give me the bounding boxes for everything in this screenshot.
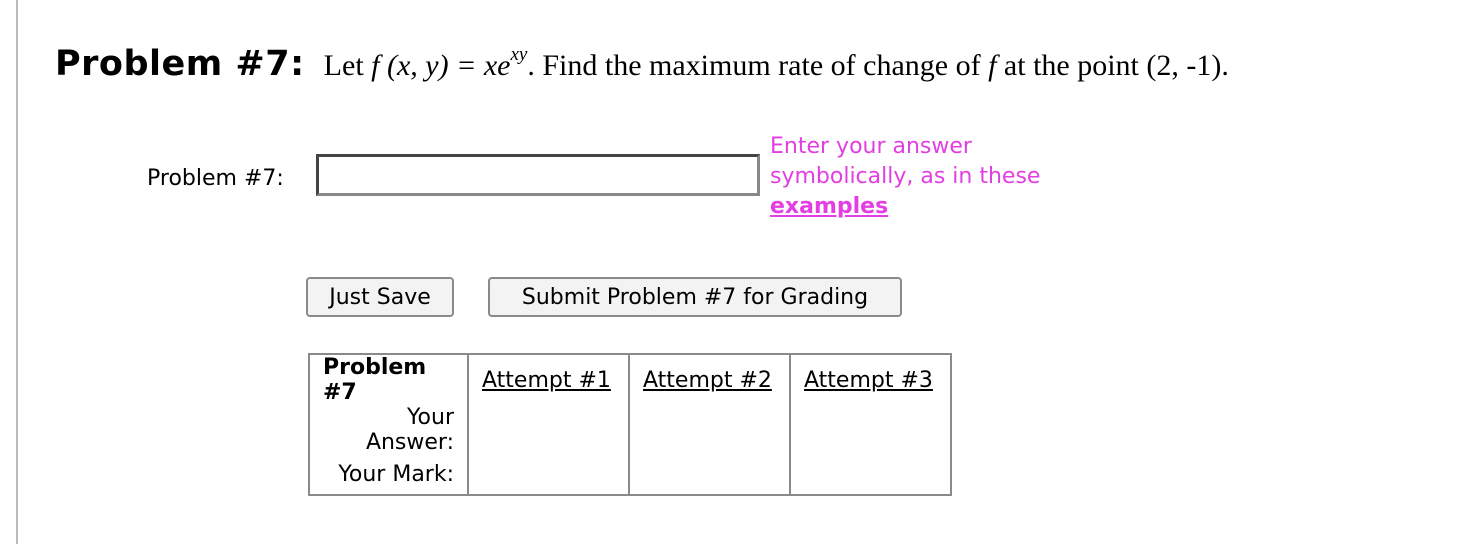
attempts-table-title: Problem #7 <box>323 355 427 405</box>
attempt-1-mark-cell <box>468 455 629 495</box>
answer-hint <box>770 132 1040 222</box>
function-name: f <box>988 49 997 82</box>
your-answer-label: Your Answer: <box>365 405 454 455</box>
attempt-1-link[interactable]: Attempt #1 <box>482 367 611 393</box>
statement-prefix: Let <box>323 49 364 82</box>
attempt-2-link[interactable]: Attempt #2 <box>643 367 772 393</box>
attempt-3-link[interactable]: Attempt #3 <box>804 367 933 393</box>
attempts-table-header-row <box>309 354 951 405</box>
attempt-3-answer-cell <box>790 405 951 455</box>
attempt-3-mark-cell <box>790 455 951 495</box>
statement-mid: . Find the maximum rate of change of <box>527 49 981 82</box>
attempt-2-mark-cell <box>629 455 790 495</box>
problem-text <box>323 44 1229 82</box>
left-border <box>16 0 18 544</box>
answer-input[interactable] <box>316 154 760 196</box>
function-exponent: xy <box>510 44 528 65</box>
hint-line-2: symbolically, as in these <box>770 164 1041 189</box>
your-answer-row <box>309 405 951 455</box>
hint-line-1: Enter your answer <box>770 134 972 159</box>
statement-suffix: at the point (2, -1). <box>1003 49 1229 82</box>
your-mark-row <box>309 455 951 495</box>
submit-for-grading-button[interactable]: Submit Problem #7 for Grading <box>488 277 902 317</box>
examples-link[interactable]: examples <box>770 194 889 219</box>
problem-statement <box>55 44 1229 84</box>
attempt-2-answer-cell <box>629 405 790 455</box>
your-mark-label: Your Mark: <box>338 462 454 487</box>
problem-heading: Problem #7: <box>55 44 305 84</box>
attempt-1-answer-cell <box>468 405 629 455</box>
function-expression: f (x, y) = xe <box>371 49 511 82</box>
just-save-button[interactable]: Just Save <box>306 277 454 317</box>
attempts-table <box>308 353 952 496</box>
answer-label: Problem #7: <box>147 166 284 191</box>
